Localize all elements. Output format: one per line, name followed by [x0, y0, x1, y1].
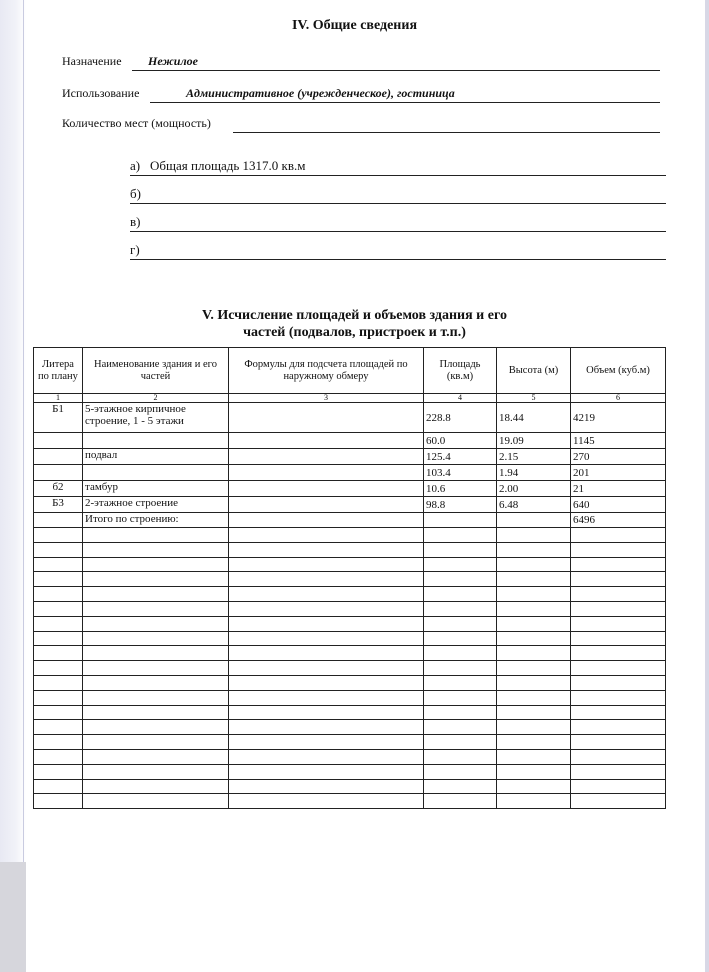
empty-cell [34, 601, 83, 616]
area-label: в) [130, 214, 141, 229]
cell-volume: 21 [571, 481, 666, 497]
empty-cell [83, 616, 229, 631]
empty-table-row [34, 528, 666, 543]
empty-cell [34, 720, 83, 735]
empty-cell [83, 705, 229, 720]
empty-table-row [34, 779, 666, 794]
empty-cell [83, 646, 229, 661]
empty-cell [229, 720, 424, 735]
empty-cell [34, 749, 83, 764]
header-litera: Литера по плану [34, 348, 83, 394]
empty-table-row [34, 749, 666, 764]
empty-table-row [34, 661, 666, 676]
cell-area: 228.8 [424, 403, 497, 433]
empty-cell [424, 749, 497, 764]
empty-table-row [34, 542, 666, 557]
table-row [34, 449, 666, 465]
area-underline [130, 186, 666, 204]
empty-cell [497, 749, 571, 764]
cell-formula [229, 465, 424, 481]
cell-height: 2.00 [497, 481, 571, 497]
empty-cell [497, 675, 571, 690]
empty-cell [497, 720, 571, 735]
empty-cell [229, 764, 424, 779]
empty-cell [424, 720, 497, 735]
cell-name: подвал [83, 449, 229, 465]
empty-cell [83, 764, 229, 779]
empty-cell [229, 631, 424, 646]
empty-cell [83, 557, 229, 572]
purpose-label: Назначение [62, 54, 122, 68]
cell-height: 1.94 [497, 465, 571, 481]
empty-cell [34, 557, 83, 572]
empty-cell [571, 542, 666, 557]
empty-cell [571, 705, 666, 720]
area-row-b [130, 186, 666, 204]
area-value: Общая площадь 1317.0 кв.м [150, 158, 306, 173]
cell-area: 10.6 [424, 481, 497, 497]
area-underline [130, 242, 666, 260]
empty-cell [571, 764, 666, 779]
area-row-v [130, 214, 666, 232]
area-label: б) [130, 186, 141, 201]
empty-cell [83, 661, 229, 676]
cell-litera [34, 513, 83, 528]
header-formula: Формулы для подсчета площадей по наружному обмеру [229, 348, 424, 394]
usage-value: Административное (учрежденческое), гостиница [186, 86, 455, 100]
empty-cell [571, 631, 666, 646]
purpose-underline [132, 54, 660, 71]
empty-cell [83, 631, 229, 646]
empty-cell [34, 779, 83, 794]
empty-cell [229, 601, 424, 616]
empty-cell [83, 601, 229, 616]
cell-name [83, 433, 229, 449]
cell-litera [34, 449, 83, 465]
table-row [34, 513, 666, 528]
empty-cell [497, 528, 571, 543]
empty-cell [424, 557, 497, 572]
empty-cell [497, 616, 571, 631]
capacity-label: Количество мест (мощность) [62, 116, 211, 130]
header-name: Наименование здания и его частей [83, 348, 229, 394]
header-height: Высота (м) [497, 348, 571, 394]
empty-cell [229, 749, 424, 764]
empty-cell [571, 661, 666, 676]
empty-cell [34, 587, 83, 602]
empty-cell [497, 690, 571, 705]
capacity-underline [233, 116, 660, 133]
cell-volume: 640 [571, 497, 666, 513]
empty-cell [497, 631, 571, 646]
area-label: а) [130, 158, 141, 173]
empty-cell [34, 631, 83, 646]
empty-table-row [34, 720, 666, 735]
empty-cell [229, 661, 424, 676]
empty-table-row [34, 601, 666, 616]
empty-table-row [34, 690, 666, 705]
empty-cell [497, 735, 571, 750]
empty-cell [229, 735, 424, 750]
usage-row [62, 86, 662, 103]
empty-table-row [34, 675, 666, 690]
empty-cell [83, 675, 229, 690]
empty-cell [34, 735, 83, 750]
cell-litera: Б3 [34, 497, 83, 513]
empty-cell [34, 764, 83, 779]
cell-name: 5-этажное кирпичное строение, 1 - 5 этажи [83, 403, 229, 433]
empty-table-row [34, 735, 666, 750]
empty-cell [34, 794, 83, 809]
empty-cell [229, 705, 424, 720]
empty-cell [424, 705, 497, 720]
cell-height: 19.09 [497, 433, 571, 449]
empty-cell [424, 572, 497, 587]
empty-cell [424, 675, 497, 690]
column-number: 2 [83, 394, 229, 403]
empty-cell [497, 557, 571, 572]
cell-name [83, 465, 229, 481]
cell-height: 18.44 [497, 403, 571, 433]
empty-cell [497, 661, 571, 676]
empty-cell [34, 675, 83, 690]
empty-cell [571, 720, 666, 735]
table-row [34, 403, 666, 433]
empty-cell [497, 764, 571, 779]
empty-cell [571, 779, 666, 794]
empty-cell [83, 794, 229, 809]
section-5-title-line2: частей (подвалов, пристроек и т.п.) [243, 325, 466, 340]
empty-cell [83, 587, 229, 602]
cell-area: 103.4 [424, 465, 497, 481]
empty-table-row [34, 794, 666, 809]
empty-cell [571, 749, 666, 764]
empty-cell [229, 646, 424, 661]
empty-cell [497, 542, 571, 557]
cell-name: Итого по строению: [83, 513, 229, 528]
empty-cell [83, 572, 229, 587]
empty-table-row [34, 646, 666, 661]
area-row-a [130, 158, 666, 176]
empty-cell [83, 528, 229, 543]
cell-formula [229, 403, 424, 433]
column-number: 6 [571, 394, 666, 403]
empty-cell [571, 601, 666, 616]
table-row [34, 481, 666, 497]
empty-cell [497, 587, 571, 602]
empty-cell [229, 528, 424, 543]
cell-litera: Б1 [34, 403, 83, 433]
cell-volume: 270 [571, 449, 666, 465]
empty-cell [34, 616, 83, 631]
cell-area: 60.0 [424, 433, 497, 449]
cell-name: 2-этажное строение [83, 497, 229, 513]
cell-area [424, 513, 497, 528]
empty-cell [34, 528, 83, 543]
empty-cell [571, 528, 666, 543]
empty-cell [34, 542, 83, 557]
empty-cell [497, 601, 571, 616]
empty-cell [229, 690, 424, 705]
empty-cell [424, 646, 497, 661]
empty-cell [571, 587, 666, 602]
area-label: г) [130, 242, 140, 257]
empty-cell [83, 690, 229, 705]
empty-cell [497, 572, 571, 587]
empty-cell [229, 557, 424, 572]
purpose-row [62, 54, 662, 71]
empty-cell [424, 764, 497, 779]
area-row-g [130, 242, 666, 260]
section-4-title: IV. Общие сведения [291, 18, 418, 33]
empty-cell [571, 735, 666, 750]
cell-volume: 4219 [571, 403, 666, 433]
cell-litera [34, 433, 83, 449]
empty-cell [424, 779, 497, 794]
empty-cell [424, 601, 497, 616]
empty-cell [34, 690, 83, 705]
empty-cell [34, 705, 83, 720]
area-underline [130, 214, 666, 232]
header-volume: Объем (куб.м) [571, 348, 666, 394]
cell-height: 6.48 [497, 497, 571, 513]
empty-table-row [34, 616, 666, 631]
table-row [34, 465, 666, 481]
empty-cell [34, 661, 83, 676]
table-row [34, 497, 666, 513]
column-number: 3 [229, 394, 424, 403]
empty-table-row [34, 572, 666, 587]
usage-label: Использование [62, 86, 140, 100]
empty-cell [83, 542, 229, 557]
empty-cell [34, 646, 83, 661]
empty-cell [229, 572, 424, 587]
scan-right-edge [705, 0, 709, 972]
empty-cell [497, 705, 571, 720]
empty-cell [424, 794, 497, 809]
empty-cell [571, 616, 666, 631]
cell-formula [229, 513, 424, 528]
section-5-title [0, 307, 709, 341]
empty-cell [571, 690, 666, 705]
empty-table-row [34, 631, 666, 646]
cell-volume: 6496 [571, 513, 666, 528]
empty-cell [497, 779, 571, 794]
cell-height: 2.15 [497, 449, 571, 465]
empty-cell [571, 794, 666, 809]
empty-cell [34, 572, 83, 587]
column-number: 5 [497, 394, 571, 403]
empty-cell [424, 735, 497, 750]
empty-cell [424, 587, 497, 602]
empty-cell [424, 631, 497, 646]
header-area: Площадь (кв.м) [424, 348, 497, 394]
empty-cell [424, 542, 497, 557]
column-number: 4 [424, 394, 497, 403]
empty-cell [571, 572, 666, 587]
empty-cell [571, 646, 666, 661]
empty-cell [229, 587, 424, 602]
cell-formula [229, 449, 424, 465]
empty-table-row [34, 587, 666, 602]
cell-formula [229, 433, 424, 449]
empty-table-row [34, 705, 666, 720]
empty-cell [571, 675, 666, 690]
cell-volume: 201 [571, 465, 666, 481]
empty-table-row [34, 557, 666, 572]
cell-area: 98.8 [424, 497, 497, 513]
capacity-row [62, 116, 662, 133]
empty-cell [497, 794, 571, 809]
empty-cell [83, 720, 229, 735]
empty-cell [424, 528, 497, 543]
scan-edge-line [23, 0, 24, 972]
section-5-title-line1: V. Исчисление площадей и объемов здания и его [202, 308, 507, 323]
cell-formula [229, 481, 424, 497]
calculation-table [33, 347, 666, 809]
cell-height [497, 513, 571, 528]
cell-formula [229, 497, 424, 513]
empty-cell [83, 779, 229, 794]
empty-cell [229, 794, 424, 809]
empty-cell [571, 557, 666, 572]
empty-cell [229, 616, 424, 631]
empty-cell [83, 749, 229, 764]
column-number: 1 [34, 394, 83, 403]
empty-cell [83, 735, 229, 750]
empty-cell [424, 661, 497, 676]
empty-cell [424, 616, 497, 631]
empty-cell [229, 675, 424, 690]
scan-corner [0, 862, 26, 972]
cell-area: 125.4 [424, 449, 497, 465]
purpose-value: Нежилое [148, 54, 198, 68]
empty-table-row [34, 764, 666, 779]
cell-litera: б2 [34, 481, 83, 497]
empty-cell [229, 542, 424, 557]
empty-cell [497, 646, 571, 661]
empty-cell [424, 690, 497, 705]
cell-name: тамбур [83, 481, 229, 497]
table-row [34, 433, 666, 449]
cell-litera [34, 465, 83, 481]
cell-volume: 1145 [571, 433, 666, 449]
empty-cell [229, 779, 424, 794]
